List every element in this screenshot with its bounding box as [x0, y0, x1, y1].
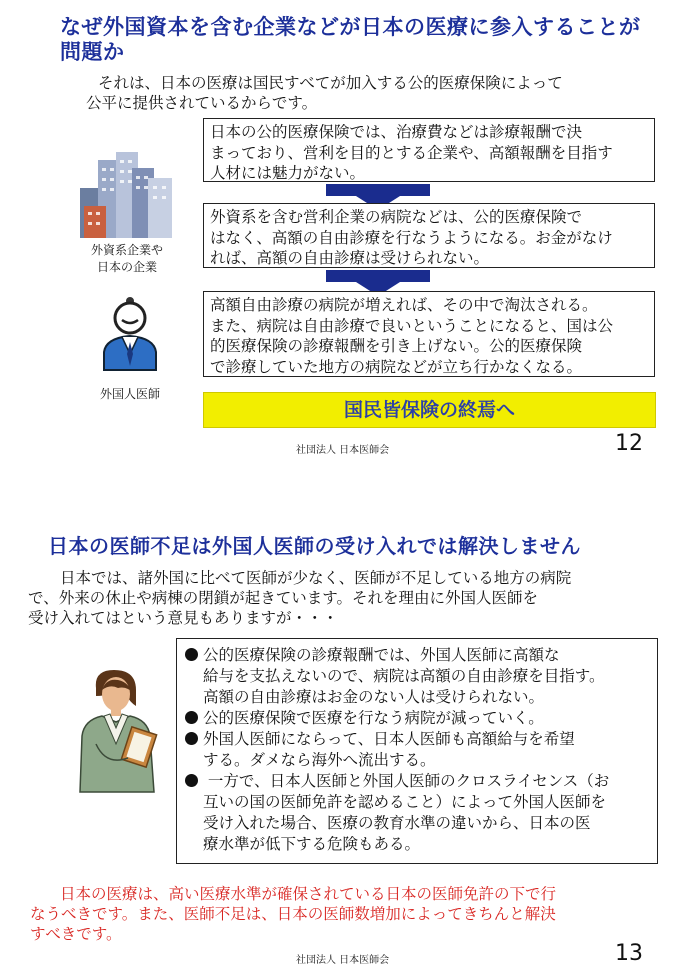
caption-buildings-line1: 外資系企業や — [90, 243, 163, 257]
bullet-dot-icon — [185, 648, 198, 661]
page12-title-line2: 問題か — [60, 40, 125, 64]
bullet-box — [176, 638, 658, 864]
page13-intro-line2: で、外来の休止や病棟の閉鎖が起きています。それを理由に外国人医師を — [28, 589, 538, 607]
bullet-dot-icon — [185, 774, 198, 787]
woman-doctor-icon — [66, 666, 166, 794]
page12-intro — [86, 73, 658, 113]
page12-title — [60, 15, 660, 65]
flow-box-3 — [203, 291, 655, 377]
conclusion-banner: 国民皆保険の終焉へ — [203, 392, 656, 428]
bullet-dot-icon — [185, 711, 198, 724]
page12-number: 12 — [615, 431, 643, 456]
page13-intro — [28, 568, 678, 628]
page13-title: 日本の医師不足は外国人医師の受け入れでは解決しません — [48, 534, 581, 558]
flow-box-1 — [203, 118, 655, 182]
flow-box-1-line1: 日本の公的医療保険では、治療費などは診療報酬で決 — [210, 123, 583, 141]
bullet-item-4 — [185, 771, 647, 855]
bullet-item-2 — [185, 708, 647, 729]
page13-conclusion — [30, 884, 680, 944]
bullet-4-line3: 受け入れた場合、医療の教育水準の違いから、日本の医 — [203, 814, 591, 832]
page12-title-line1: なぜ外国資本を含む企業などが日本の医療に参入することが — [60, 15, 641, 39]
bullet-3-line1: 外国人医師にならって、日本人医師も高額給与を希望 — [203, 730, 575, 748]
flow-box-3-line4: で診療していた地方の病院などが立ち行かなくなる。 — [210, 357, 583, 376]
conclusion-line3: すべきです。 — [30, 925, 122, 943]
bullet-item-1 — [185, 645, 647, 708]
page12-intro-line2: 公平に提供されているからです。 — [86, 94, 318, 112]
page13-number: 13 — [615, 941, 643, 966]
flow-box-3-line1: 高額自由診療の病院が増えれば、その中で淘汰される。 — [210, 296, 598, 314]
bullet-1-line2: 給与を支払えないので、病院は高額の自由診療を目指す。 — [203, 667, 605, 685]
page13-intro-line1: 日本では、諸外国に比べて医師が少なく、医師が不足している地方の病院 — [60, 569, 572, 587]
flow-box-2-line3: れば、高額の自由診療は受けられない。 — [210, 249, 490, 267]
page12-footer-org: 社団法人 日本医師会 — [296, 445, 390, 456]
buildings-icon — [78, 148, 176, 240]
bullet-1-line3: 高額の自由診療はお金のない人は受けられない。 — [203, 688, 545, 706]
doctor-icon — [100, 296, 160, 372]
flow-box-2-line1: 外資系を含む営利企業の病院などは、公的医療保険で — [210, 208, 583, 226]
bullet-item-3 — [185, 729, 647, 771]
down-arrow-1 — [326, 184, 430, 196]
page12-intro-line1: それは、日本の医療は国民すべてが加入する公的医療保険によって — [98, 74, 563, 92]
down-arrow-2 — [326, 270, 430, 282]
caption-buildings — [62, 242, 192, 276]
page13-footer-org: 社団法人 日本医師会 — [296, 955, 390, 966]
bullet-4-line2: 互いの国の医師免許を認めること）によって外国人医師を — [203, 793, 607, 811]
caption-doctor: 外国人医師 — [99, 387, 160, 401]
flow-box-2 — [203, 203, 655, 268]
flow-box-2-line2: はなく、高額の自由診療を行なうようになる。お金がなけ — [210, 228, 613, 247]
bullet-4-line4: 療水準が低下する危険もある。 — [203, 835, 421, 853]
bullet-4-line1: 一方で、日本人医師と外国人医師のクロスライセンス（お — [203, 772, 610, 790]
bullet-2-line1: 公的医療保険で医療を行なう病院が減っていく。 — [203, 709, 544, 727]
bullet-1-line1: 公的医療保険の診療報酬では、外国人医師に高額な — [203, 646, 560, 664]
flow-box-3-line2: また、病院は自由診療で良いということになると、国は公 — [210, 316, 614, 335]
bullet-dot-icon — [185, 732, 198, 745]
caption-buildings-line2: 日本の企業 — [96, 260, 157, 274]
flow-box-3-line3: 的医療保険の診療報酬を引き上げない。公的医療保険 — [210, 337, 583, 355]
conclusion-line2: なうべきです。また、医師不足は、日本の医師数増加によってきちんと解決 — [30, 905, 556, 923]
page13-intro-line3: 受け入れてはという意見もありますが・・・ — [28, 609, 339, 627]
conclusion-line1: 日本の医療は、高い医療水準が確保されている日本の医師免許の下で行 — [60, 885, 557, 903]
flow-box-1-line3: 人材には魅力がない。 — [210, 164, 366, 182]
bullet-3-line2: する。ダメなら海外へ流出する。 — [203, 751, 436, 769]
flow-box-1-line2: まっており、営利を目的とする企業や、高額報酬を目指す — [210, 143, 613, 162]
